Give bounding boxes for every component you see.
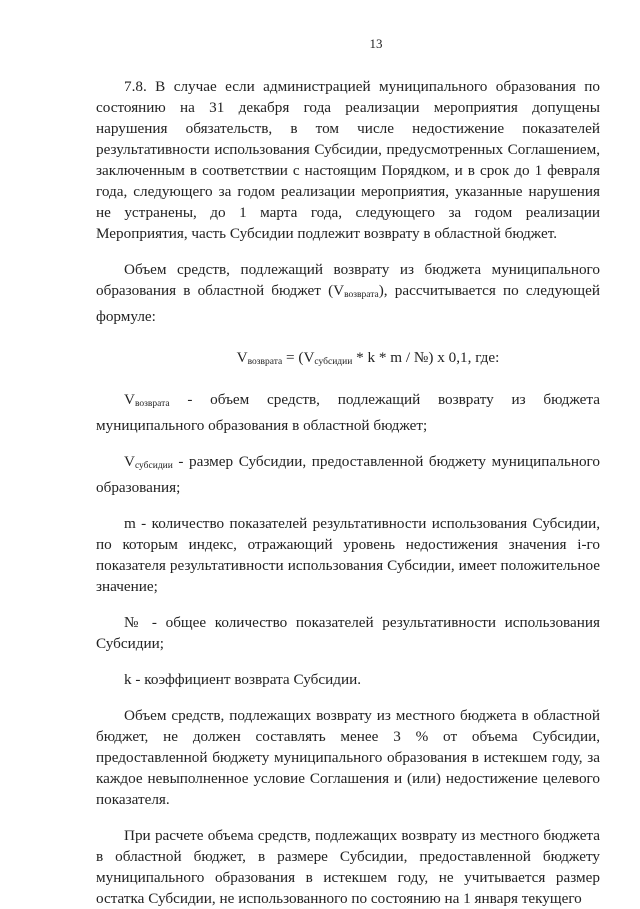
def2-text: - размер Субсидии, предоставленной бюджету муниципального образования; [96, 453, 600, 496]
return-formula [136, 349, 600, 367]
def1-v: V [124, 391, 135, 408]
formula-sub-subsidii: субсидии [314, 357, 353, 367]
def2-sub: субсидии [134, 461, 173, 471]
paragraph-volume-intro-start: Объем средств, подлежащий возврату из бюджета муниципального образования в областной бюджет (V [96, 261, 600, 299]
definition-v-subsidii [96, 451, 600, 498]
def1-text: - объем средств, подлежащий возврату из бюджета муниципального образования в областной бюджет; [96, 391, 600, 434]
formula-rest: * k * m / №) x 0,1, где: [352, 349, 500, 366]
paragraph-calculation-note: При расчете объема средств, подлежащих возврату из местного бюджета в областной бюджет, в размере Субсидии, предоставленной бюджету муниципального образования в истекшем году, не учитывается размер остатка Субсидии, не использованного по состоянию на 1 января текущего [96, 827, 600, 907]
page-number: 13 [369, 36, 383, 51]
formula-sub-vozvrata: возврата [247, 357, 283, 367]
paragraph-volume-intro [96, 259, 600, 327]
subscript-vozvrata: возврата [344, 290, 379, 300]
paragraph-minimum-return: Объем средств, подлежащих возврату из местного бюджета в областной бюджет, не должен составлять менее 3 % от объема Субсидии, предоставленной бюджету муниципального образования в истекшем году, за каждое невыполненное условие Соглашения и (или) недостижение целевого показателя. [96, 707, 600, 808]
formula-v: V [236, 349, 248, 366]
def2-v: V [124, 453, 135, 470]
def1-sub: возврата [134, 399, 170, 409]
paragraph-7-8: 7.8. В случае если администрацией муниципального образования по состоянию на 31 декабря года реализации мероприятия допущены нарушения обязательств, в том числе недостижение показателей результативности использования Субсидии, предусмотренных Соглашением, заключенным в соответствии с настоящим Порядком, и в срок до 1 февраля года, следующего за годом реализации мероприятия, указанные нарушения не устранены, до 1 марта года, следующего за годом реализации Мероприятия, часть Субсидии подлежит возврату в областной бюджет. [96, 78, 600, 242]
formula-mid: = (V [282, 349, 315, 366]
definition-n: № - общее количество показателей результативности использования Субсидии; [96, 614, 600, 652]
definition-v-vozvrata [96, 389, 600, 436]
definition-m: m - количество показателей результативности использования Субсидии, по которым индекс, отражающий уровень недостижения значения i-го показателя результативности использования Субсидии, имеет положительное значение; [96, 515, 600, 595]
paragraph-volume-intro-end: ), рассчитывается по следующей формуле: [96, 282, 600, 325]
definition-k: k - коэффициент возврата Субсидии. [124, 671, 361, 688]
